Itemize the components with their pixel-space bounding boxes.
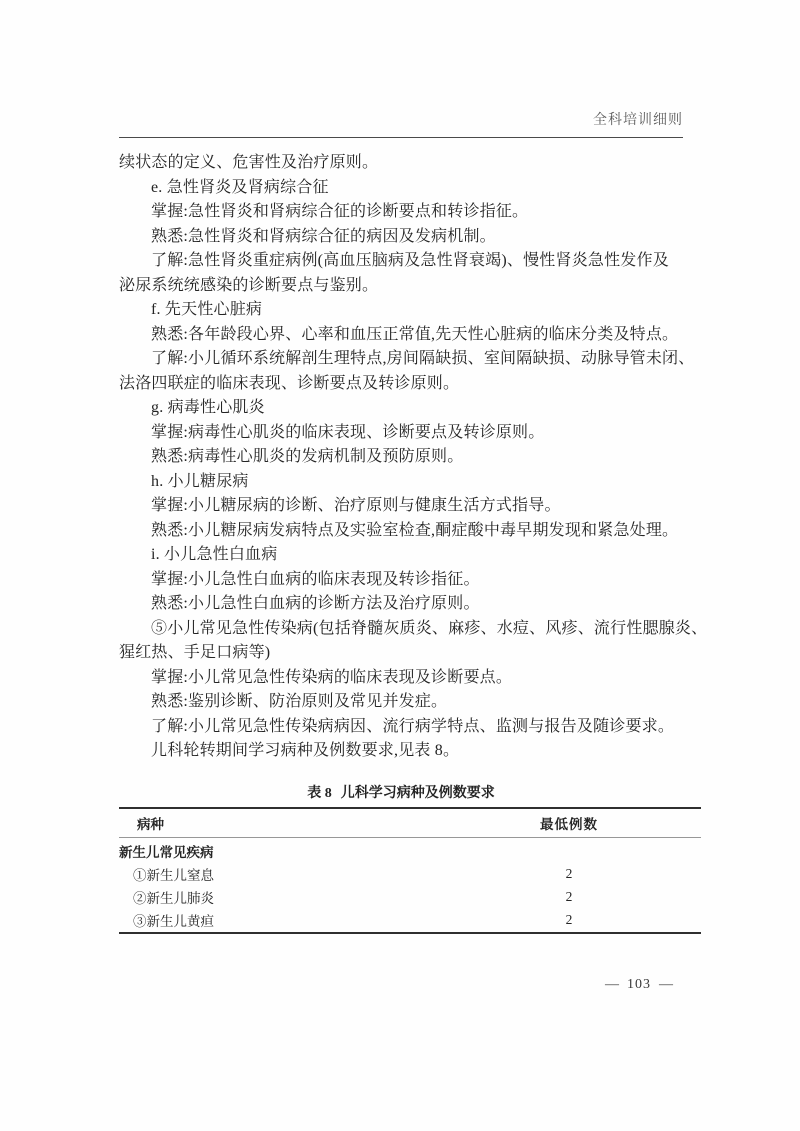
table-row [119,862,701,886]
min-cases-cell: 2 [565,865,573,881]
table-row [119,886,701,910]
body-line: g. 病毒性心肌炎 [151,399,265,416]
body-line: 了解:小儿循环系统解剖生理特点,房间隔缺损、室间隔缺损、动脉导管未闭、 [151,350,695,367]
body-line: 儿科轮转期间学习病种及例数要求,见表 8。 [151,742,460,759]
min-cases-cell [437,837,701,862]
body-line: 掌握:小儿急性白血病的临床表现及转诊指征。 [151,570,480,588]
body-line: 掌握:小儿常见急性传染病的临床表现及诊断要点。 [151,668,513,686]
running-title: 全科培训细则 [593,113,683,128]
min-cases-cell: 2 [565,889,573,905]
body-line: 熟悉:病毒性心肌炎的发病机制及预防原则。 [151,448,464,465]
body-line: 泌尿系统统感染的诊断要点与鉴别。 [119,276,379,294]
body-line: 掌握:病毒性心肌炎的临床表现、诊断要点及转诊原则。 [151,423,545,441]
disease-cell: ②新生儿肺炎 [133,891,214,907]
table-header-row [119,808,701,837]
disease-cell: 新生儿常见疾病 [119,845,214,861]
footer-dash-right: — [659,977,673,992]
disease-cell: ③新生儿黄疸 [133,914,214,930]
body-line: 掌握:急性肾炎和肾病综合征的诊断要点和转诊指征。 [151,203,529,220]
table-row [119,909,701,933]
table-title: 儿科学习病种及例数要求 [340,786,495,801]
body-line: h. 小儿糖尿病 [151,472,249,490]
body-line: 掌握:小儿糖尿病的诊断、治疗原则与健康生活方式指导。 [151,497,561,514]
header-rule [119,137,683,138]
column-header-disease: 病种 [137,816,164,832]
body-text [119,151,708,764]
body-line: ⑤小儿常见急性传染病(包括脊髓灰质炎、麻疹、水痘、风疹、流行性腮腺炎、 [151,619,708,637]
footer-dash-left: — [605,977,619,992]
body-line: 续状态的定义、危害性及治疗原则。 [119,154,379,171]
disease-count-table [119,807,701,934]
disease-cell: ①新生儿窒息 [133,867,214,883]
body-line: 了解:急性肾炎重症病例(高血压脑病及急性肾衰竭)、慢性肾炎急性发作及 [151,252,669,269]
page-footer [119,976,683,994]
page-number: 103 [627,977,651,992]
table-group-row [119,837,701,862]
table-caption [119,785,683,803]
body-line: e. 急性肾炎及肾病综合征 [151,178,329,196]
body-line: 熟悉:小儿急性白血病的诊断方法及治疗原则。 [151,595,480,612]
min-cases-cell: 2 [565,912,573,928]
body-line: i. 小儿急性白血病 [151,546,278,563]
body-line: 熟悉:鉴别诊断、防治原则及常见并发症。 [151,693,448,710]
body-line: 熟悉:小儿糖尿病发病特点及实验室检查,酮症酸中毒早期发现和紧急处理。 [151,521,679,539]
body-line: 熟悉:急性肾炎和肾病综合征的病因及发病机制。 [151,227,496,245]
body-line: 猩红热、手足口病等) [119,644,271,661]
body-line: 了解:小儿常见急性传染病病因、流行病学特点、监测与报告及随诊要求。 [151,717,675,735]
table-number-label: 表 8 [307,786,332,801]
body-line: 法洛四联症的临床表现、诊断要点及转诊原则。 [119,374,460,392]
column-header-min-cases: 最低例数 [540,816,598,832]
body-line: f. 先天性心脏病 [151,301,263,318]
body-line: 熟悉:各年龄段心界、心率和血压正常值,先天性心脏病的临床分类及特点。 [151,325,679,343]
